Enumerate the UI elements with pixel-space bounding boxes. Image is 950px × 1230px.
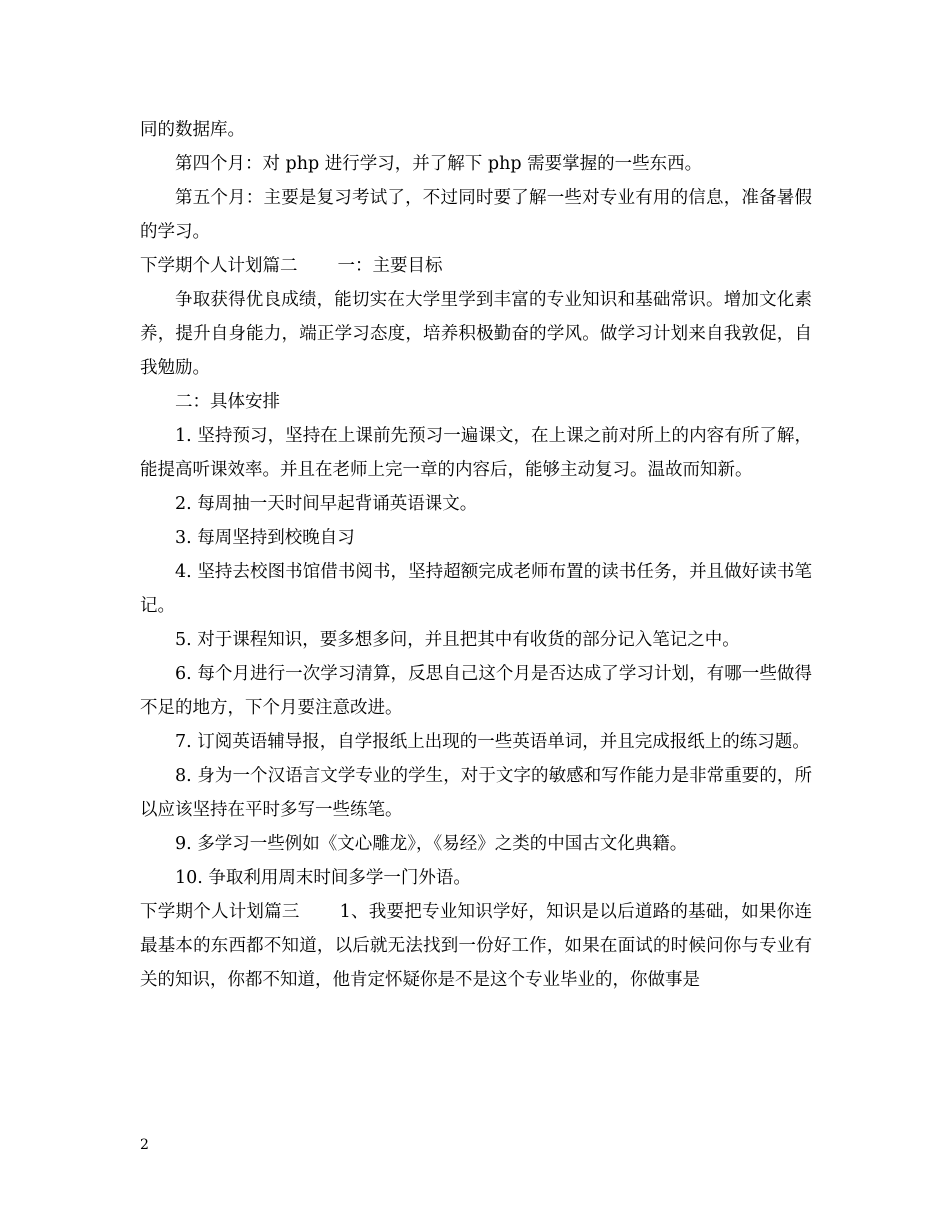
- list-item-7: 7. 订阅英语辅导报，自学报纸上出现的一些英语单词，并且完成报纸上的练习题。: [175, 732, 810, 752]
- document-body: [140, 113, 812, 997]
- list-item-9: 9. 多学习一些例如《文心雕龙》，《易经》之类的中国古文化典籍。: [175, 834, 688, 854]
- section-body: 1、我要把专业知识学好，知识是以后道路的基础，如果你连最基本的东西都不知道，以后就无法找到一份好工作，如果在面试的时候问你与专业有关的知识，你都不知道，他肯定怀疑你是不是这个专业毕业的，你做事是: [140, 902, 812, 990]
- list-item-6: 6. 每个月进行一次学习清算，反思自己这个月是否达成了学习计划，有哪一些做得不足的地方，下个月要注意改进。: [140, 664, 812, 718]
- list-item-10: 10. 争取利用周末时间多学一门外语。: [175, 868, 471, 888]
- paragraph-3: 第五个月：主要是复习考试了，不过同时要了解一些对专业有用的信息，准备暑假的学习。: [140, 188, 812, 242]
- list-item-5: 5. 对于课程知识，要多想多问，并且把其中有收货的部分记入笔记之中。: [175, 630, 740, 650]
- list-item-4: 4. 坚持去校图书馆借书阅书，坚持超额完成老师布置的读书任务，并且做好读书笔记。: [140, 562, 812, 616]
- section-heading-part-2: [140, 249, 812, 283]
- paragraph-1: 同的数据库。: [140, 120, 245, 140]
- paragraph-arrangement-heading: 二：具体安排: [175, 392, 280, 412]
- section-title: 下学期个人计划篇三: [140, 902, 300, 922]
- list-item-3: 3. 每周坚持到校晚自习: [175, 528, 355, 548]
- list-item-1: 1. 坚持预习，坚持在上课前先预习一遍课文，在上课之前对所上的内容有所了解，能提高听课效率。并且在老师上完一章的内容后，能够主动复习。温故而知新。: [140, 426, 812, 480]
- section-title: 下学期个人计划篇二: [140, 256, 298, 276]
- page-number: 2: [140, 1137, 149, 1153]
- section-subtitle: 一：主要目标: [337, 256, 443, 276]
- section-heading-part-3: [140, 895, 812, 997]
- list-item-8: 8. 身为一个汉语言文学专业的学生，对于文字的敏感和写作能力是非常重要的，所以应该坚持在平时多写一些练笔。: [140, 766, 812, 820]
- paragraph-2: 第四个月：对 php 进行学习，并了解下 php 需要掌握的一些东西。: [175, 154, 703, 174]
- list-item-2: 2. 每周抽一天时间早起背诵英语课文。: [175, 494, 478, 514]
- paragraph-goals: 争取获得优良成绩，能切实在大学里学到丰富的专业知识和基础常识。增加文化素养，提升自身能力，端正学习态度，培养积极勤奋的学风。做学习计划来自我敦促，自我勉励。: [140, 290, 812, 378]
